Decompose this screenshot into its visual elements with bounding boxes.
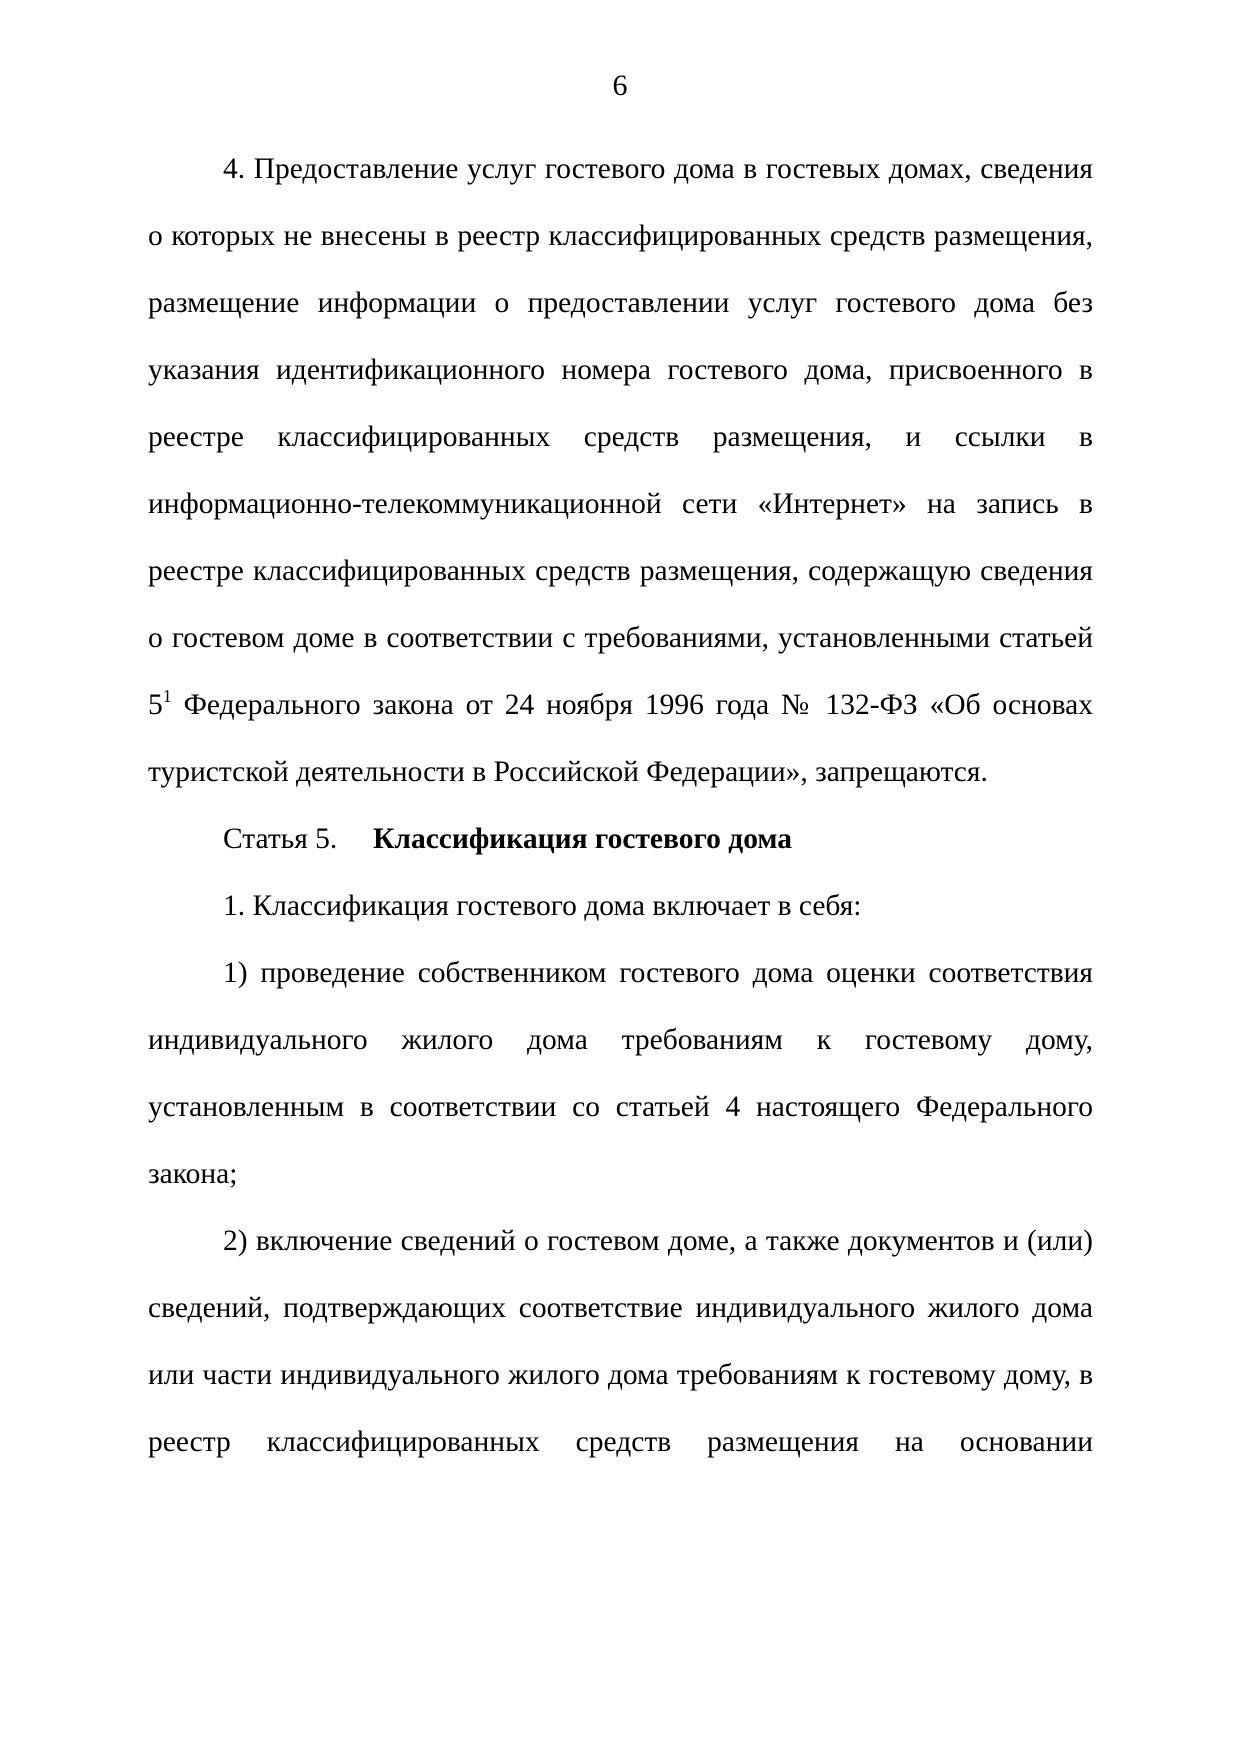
list-item-2: 2) включение сведений о гостевом доме, а также документов и (или) сведений, подтверждающих соответствие индивидуального жилого дома или части индивидуального жилого дома требованиям к гостевому дому, в реестр классифицированных средств размещения на основании	[148, 1225, 1093, 1458]
article-title: Классификация гостевого дома	[373, 823, 793, 855]
paragraph-section-4	[148, 136, 1093, 806]
page-number: 6	[612, 69, 628, 102]
list-item-1: 1) проведение собственником гостевого дома оценки соответствия индивидуального жилого дома требованиям к гостевому дому, установленным в соответствии со статьей 4 настоящего Федерального закона;	[148, 957, 1093, 1190]
paragraph-1: 1. Классификация гостевого дома включает в себя:	[223, 890, 862, 922]
article-heading	[148, 806, 1093, 873]
article-number: Статья 5.	[223, 823, 338, 855]
section-4-text-continued: Федерального закона от 24 ноября 1996 года № 132-ФЗ «Об основах туристской деятельности в Российской Федерации», запрещаются.	[148, 689, 1093, 788]
superscript-marker: 1	[162, 686, 172, 706]
document-body	[148, 136, 1093, 1476]
section-4-text: 4. Предоставление услуг гостевого дома в гостевых домах, сведения о которых не внесены в реестр классифицированных средств размещения, размещение информации о предоставлении услуг гостевого дома без указания идентификационного номера гостевого дома, присвоенного в реестре классифицированных средств размещения, и ссылки в информационно-телекоммуникационной сети «Интернет» на запись в реестре классифицированных средств размещения, содержащую сведения о гостевом доме в соответствии с требованиями, установленными статьей 5	[148, 153, 1093, 721]
